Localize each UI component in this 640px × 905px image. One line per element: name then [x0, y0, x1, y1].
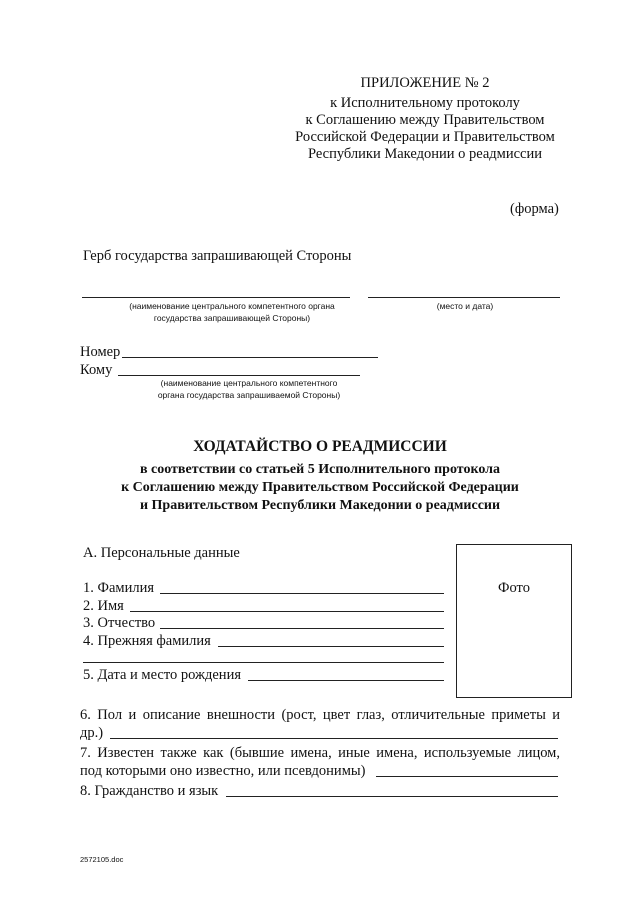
former-surname-line — [218, 646, 444, 647]
birth-label: 5. Дата и место рождения — [83, 667, 241, 683]
name-line — [130, 611, 444, 612]
surname-line — [160, 593, 444, 594]
central-org-caption-2: государства запрашивающей Стороны) — [153, 313, 311, 323]
place-date-line — [368, 297, 560, 298]
addressee-caption-2: органа государства запрашиваемой Стороны) — [157, 390, 341, 400]
coat-of-arms-label: Герб государства запрашивающей Стороны — [83, 248, 352, 264]
item-7-line-2: под которыми оно известно, или псевдонимы) — [80, 763, 366, 779]
section-a-heading: А. Персональные данные — [83, 545, 240, 561]
patronymic-line — [160, 628, 444, 629]
appendix-line-4: Республики Македонии о реадмиссии — [307, 146, 543, 162]
appendix-line-2: к Соглашению между Правительством — [305, 112, 545, 128]
patronymic-label: 3. Отчество — [83, 615, 156, 631]
place-date-caption: (место и дата) — [436, 301, 494, 311]
form-label: (форма) — [510, 201, 559, 217]
item-6-line — [110, 738, 558, 739]
addressee-caption-1: (наименование центрального компетентного — [160, 378, 338, 388]
former-surname-label: 4. Прежняя фамилия — [83, 633, 211, 649]
photo-box — [456, 544, 572, 698]
to-label: Кому — [80, 362, 113, 378]
number-line — [122, 357, 378, 358]
birth-line — [248, 680, 444, 681]
name-label: 2. Имя — [83, 598, 124, 614]
surname-label: 1. Фамилия — [83, 580, 154, 596]
appendix-line-3: Российской Федерации и Правительством — [295, 129, 555, 145]
central-org-line — [82, 297, 350, 298]
photo-label: Фото — [498, 580, 530, 596]
item-6-line-1: 6. Пол и описание внешности (рост, цвет глаз, отличительные приметы и — [80, 707, 560, 723]
extra-blank-line — [83, 662, 444, 663]
number-label: Номер — [80, 344, 121, 360]
to-line — [118, 375, 360, 376]
subtitle-line-3: и Правительством Республики Македонии о реадмиссии — [139, 498, 501, 513]
central-org-caption-1: (наименование центрального компетентного органа — [129, 301, 335, 311]
document-title: ХОДАТАЙСТВО О РЕАДМИССИИ — [193, 438, 447, 455]
item-8-line — [226, 796, 558, 797]
subtitle-line-2: к Соглашению между Правительством Российской Федерации — [121, 480, 519, 495]
item-6-line-2: др.) — [80, 725, 104, 741]
subtitle-line-1: в соответствии со статьей 5 Исполнительного протокола — [139, 462, 501, 477]
appendix-title: ПРИЛОЖЕНИЕ № 2 — [360, 75, 490, 91]
appendix-line-1: к Исполнительному протоколу — [330, 95, 520, 111]
item-8-label: 8. Гражданство и язык — [80, 783, 219, 799]
item-7-line — [376, 776, 558, 777]
footer-filename: 2572105.doc — [80, 855, 124, 864]
item-7-line-1: 7. Известен также как (бывшие имена, иные имена, используемые лицом, — [80, 745, 560, 761]
